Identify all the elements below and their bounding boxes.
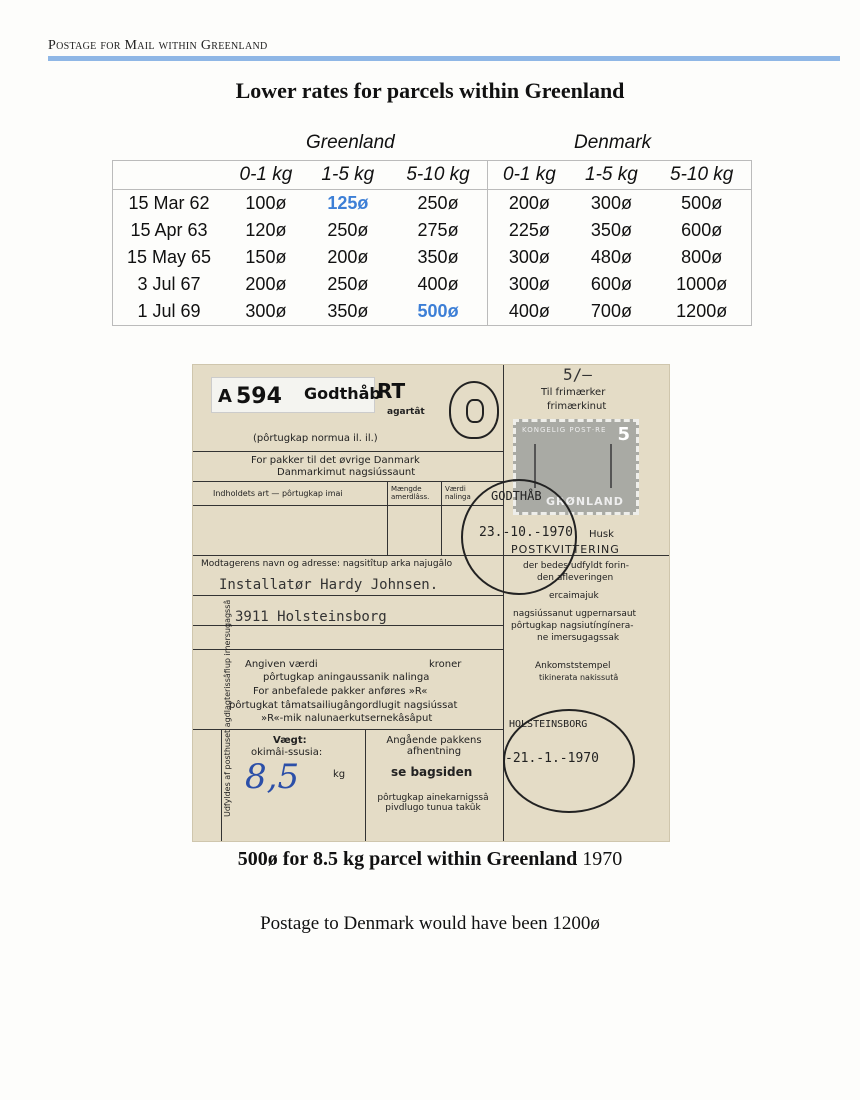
card-top-hand: 5/— <box>563 365 592 384</box>
rate-cell: 200ø <box>245 274 287 294</box>
rate-cell: 480ø <box>590 247 632 267</box>
card-postkvittering: POSTKVITTERING <box>511 543 620 556</box>
card-normua: (pôrtugkap normua il. il.) <box>253 433 378 444</box>
card-weight-value: 8,5 <box>245 757 300 797</box>
card-kvit-line3: ercaimajuk <box>549 591 599 601</box>
rate-cell: 275ø <box>417 220 459 240</box>
table-group-headers <box>112 132 752 160</box>
card-frimaerkinut: frimærkinut <box>547 401 607 412</box>
caption-year: 1970 <box>577 848 623 870</box>
card-for-pakker: For pakker til det øvrige Danmark <box>251 455 420 466</box>
card-danmarkimut: Danmarkimut nagsiússaunt <box>277 467 416 478</box>
card-kvit-line4: nagsiússanut ugpernarsaut <box>513 609 637 619</box>
rate-cell: 350ø <box>417 247 459 267</box>
rates-table <box>112 160 752 326</box>
card-weight-label: Vægt: <box>273 735 307 746</box>
rate-cell: 250ø <box>327 220 369 240</box>
row-date: 15 Apr 63 <box>130 220 208 240</box>
rate-cell: 250ø <box>417 193 459 213</box>
card-kvit-line2: den afleveringen <box>537 573 614 583</box>
rate-cell: 150ø <box>245 247 287 267</box>
rate-cell: 250ø <box>327 274 369 294</box>
rate-cell: 1000ø <box>676 274 728 294</box>
column-header: 0-1 kg <box>225 161 307 190</box>
table-row <box>113 190 752 218</box>
stamp-country: GRØNLAND <box>546 495 624 508</box>
card-pickup-label: Angående pakkens afhentning <box>386 735 482 757</box>
postmark1-date: 23.-10.-1970 <box>479 525 573 540</box>
rate-cell: 300ø <box>245 301 287 321</box>
card-hand-town: 3911 Holsteinsborg <box>235 609 387 625</box>
card-vertical-note: Udfyldes af posthuset agdlagterissâfiup imersugagssâ <box>223 599 232 817</box>
ship-icon <box>534 444 612 488</box>
rates-table-section <box>112 132 752 326</box>
page-title: Lower rates for parcels within Greenland <box>235 78 625 103</box>
table-row <box>113 217 752 244</box>
rate-cell: 800ø <box>681 247 723 267</box>
rate-cell: 120ø <box>245 220 287 240</box>
card-aningaussanik: pôrtugkap aningaussanik nalinga <box>263 672 430 683</box>
card-pickup-sub: pôrtugkap ainekarnigssâ pivdlugo tunua takûk <box>377 793 489 813</box>
page-header <box>48 38 840 61</box>
table-row <box>113 298 752 326</box>
rate-cell: 700ø <box>590 301 632 321</box>
stamp-value: 5 <box>617 424 630 445</box>
column-header: 1-5 kg <box>571 161 653 190</box>
row-date: 3 Jul 67 <box>137 274 201 294</box>
card-caption <box>0 848 860 871</box>
card-col-value: Værdi nalinga <box>445 485 471 501</box>
crest-icon <box>449 381 499 439</box>
table-row <box>113 244 752 271</box>
rate-cell: 300ø <box>488 271 571 298</box>
card-pickup-bold: se bagsiden <box>391 765 473 779</box>
card-tamatsailiug: pôrtugkat tâmatsailiugângordlugit nagsiússat <box>229 700 458 711</box>
postmark2-date: -21.-1.-1970 <box>505 751 599 766</box>
label-number: 594 <box>236 384 282 409</box>
rate-cell: 350ø <box>327 301 369 321</box>
column-header: 5-10 kg <box>652 161 751 190</box>
row-date: 1 Jul 69 <box>137 301 201 321</box>
group-denmark: Denmark <box>574 132 652 153</box>
card-angiven: Angiven værdi <box>245 659 318 670</box>
rate-cell: 100ø <box>245 193 287 213</box>
column-header: 1-5 kg <box>307 161 389 190</box>
table-header-row <box>113 161 752 190</box>
rate-cell: 600ø <box>590 274 632 294</box>
card-anbefalede: For anbefalede pakker anføres »R« <box>253 686 428 697</box>
card-kvit-line5: pôrtugkap nagsiutíngínera- <box>511 621 634 631</box>
rate-cell: 300ø <box>590 193 632 213</box>
rate-cell: 500ø <box>681 193 723 213</box>
caption-bold: 500ø for 8.5 kg parcel within Greenland <box>237 848 578 870</box>
rate-cell: 200ø <box>327 247 369 267</box>
header-title: Postage for Mail within Greenland <box>48 38 268 53</box>
table-row <box>113 271 752 298</box>
rate-cell: 600ø <box>681 220 723 240</box>
rate-cell: 200ø <box>488 190 571 218</box>
rate-cell: 225ø <box>488 217 571 244</box>
denmark-note: Postage to Denmark would have been 1200ø <box>260 913 600 934</box>
postmark1-town: GODTHÅB <box>491 489 542 503</box>
row-date: 15 Mar 62 <box>128 193 210 213</box>
row-date: 15 May 65 <box>126 247 212 267</box>
stamp-top-text: KONGELIG POST·RE <box>522 426 607 434</box>
card-husk: Husk <box>589 529 614 540</box>
postmark2-town: HOLSTEINSBORG <box>509 719 588 730</box>
card-ankomst: Ankomststempel <box>535 661 611 671</box>
card-kvit-line6: ne imersugagssak <box>537 633 620 643</box>
header-rule <box>48 56 840 61</box>
card-tikinerata: tikinerata nakissutâ <box>539 673 619 682</box>
rate-cell: 400ø <box>488 298 571 326</box>
rate-cell: 1200ø <box>676 301 728 321</box>
card-hand-name: Installatør Hardy Johnsen. <box>219 577 439 593</box>
date-header <box>113 161 226 190</box>
column-header: 5-10 kg <box>389 161 488 190</box>
column-header: 0-1 kg <box>488 161 571 190</box>
card-agartat: agartât <box>387 407 425 417</box>
card-addressee: Modtagerens navn og adresse: nagsitîtup arka najugâlo <box>201 559 453 569</box>
card-mik: »R«-mik nalunaerkutsernekâsâput <box>261 713 433 724</box>
rate-cell: 500ø <box>417 301 459 321</box>
group-greenland: Greenland <box>306 132 395 153</box>
card-col-contents: Indholdets art — pôrtugkap imai <box>213 489 343 498</box>
rate-cell: 300ø <box>488 244 571 271</box>
card-til-frimaerker: Til frimærker <box>541 387 606 398</box>
rate-cell: 400ø <box>417 274 459 294</box>
rate-cell: 125ø <box>327 193 369 213</box>
registration-label <box>211 377 381 413</box>
card-col-quantity: Mængde amerdlâss. <box>391 485 430 501</box>
label-town: Godthåb <box>304 384 381 403</box>
card-weight-unit: kg <box>333 769 346 780</box>
card-heading: RT <box>377 379 406 403</box>
rate-cell: 350ø <box>590 220 632 240</box>
card-kroner: kroner <box>429 659 462 670</box>
parcel-card-image <box>192 364 670 842</box>
label-letter: A <box>218 386 232 407</box>
card-kvit-line1: der bedes udfyldt forin- <box>523 561 630 571</box>
card-weight-label2: okimâi-ssusia: <box>251 747 323 758</box>
